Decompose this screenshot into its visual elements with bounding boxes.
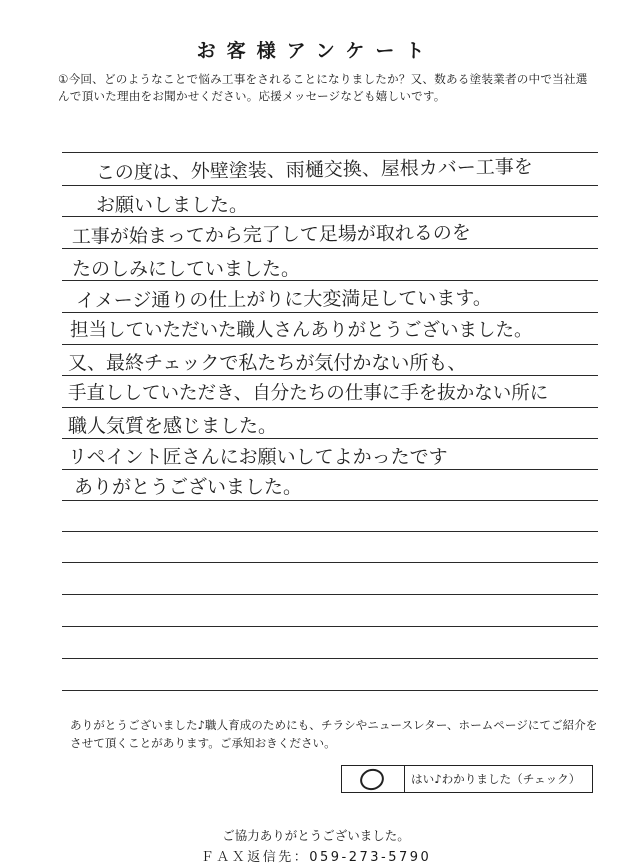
ruled-line [62,185,598,186]
ruled-line [62,531,598,532]
consent-checkbox-row [341,765,593,793]
ruled-line [62,690,598,691]
thanks-text: ご協力ありがとうございました。 [222,828,410,843]
answer-line: ありがとうございました。 [74,476,303,498]
answer-line: たのしみにしていました。 [72,258,301,280]
ruled-line [62,438,598,439]
fax-number: ＦＡＸ返信先：059-273-5790 [200,850,432,865]
answer-line: 担当していただいた職人さんありがとうございました。 [70,320,533,341]
ruled-line [62,375,598,376]
footer-note: ありがとうございました♪職人育成のためにも、チラシやニュースレター、ホームページにてご紹介をさせて頂くことがあります。ご承知おきください。 [70,718,598,750]
question-text: ①今回、どのようなことで悩み工事をされることになりましたか？又、数ある塗装業者の中で当社選んで頂いた理由をお聞かせください。応援メッセージなども嬉しいです。 [58,72,588,103]
answer-line: イメージ通りの仕上がりに大変満足しています。 [75,287,492,313]
circle-check-icon [357,766,386,793]
ruled-line [62,407,598,408]
consent-checkbox[interactable] [342,766,405,792]
answer-line: 手直ししていただき、自分たちの仕事に手を抜かない所に [68,383,549,404]
answer-line: お願いしました。 [96,194,249,216]
page-title: お客様アンケート [196,40,436,62]
ruled-line [62,500,598,501]
ruled-line [62,626,598,627]
answer-line: 工事が始まってから完了して足場が取れるのを [71,221,471,249]
ruled-line [62,658,598,659]
answer-line: この度は、外壁塗装、雨樋交換、屋根カバー工事を [95,155,533,185]
ruled-line [62,344,598,345]
answer-line: 職人気質を感じました。 [68,415,278,437]
answer-line: 又、最終チェックで私たちが気付かない所も、 [68,352,467,374]
answer-line: リペイント匠さんにお願いしてよかったです [68,446,448,468]
ruled-line [62,562,598,563]
ruled-line [62,594,598,595]
ruled-line [62,469,598,470]
consent-label: はい♪わかりました（チェック） [411,772,581,786]
